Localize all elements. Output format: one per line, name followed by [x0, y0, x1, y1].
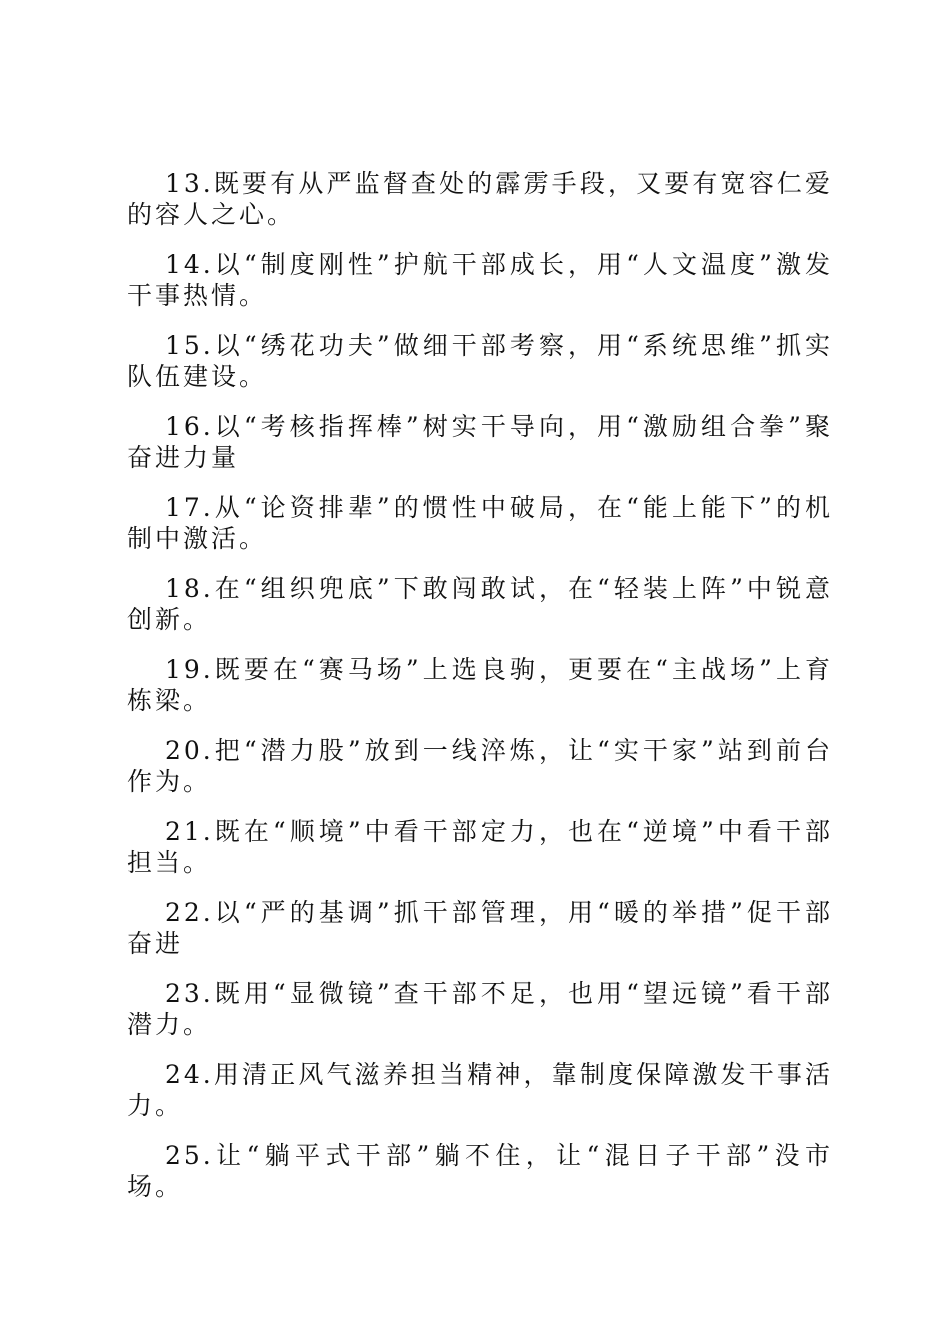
- list-item: 18.在“组织兜底”下敢闯敢试，在“轻装上阵”中锐意创新。: [127, 574, 833, 634]
- list-item: 19.既要在“赛马场”上选良驹，更要在“主战场”上育栋梁。: [127, 655, 833, 715]
- list-item: 13.既要有从严监督查处的霹雳手段，又要有宽容仁爱的容人之心。: [127, 169, 833, 229]
- list-item: 22.以“严的基调”抓干部管理，用“暖的举措”促干部奋进: [127, 898, 833, 958]
- list-item: 17.从“论资排辈”的惯性中破局，在“能上能下”的机制中激活。: [127, 493, 833, 553]
- list-item: 16.以“考核指挥棒”树实干导向，用“激励组合拳”聚奋进力量: [127, 412, 833, 472]
- list-item: 21.既在“顺境”中看干部定力，也在“逆境”中看干部担当。: [127, 817, 833, 877]
- document-body: [127, 168, 833, 1221]
- list-item: 15.以“绣花功夫”做细干部考察，用“系统思维”抓实队伍建设。: [127, 331, 833, 391]
- list-item: 24.用清正风气滋养担当精神，靠制度保障激发干事活力。: [127, 1060, 833, 1120]
- list-item: 25.让“躺平式干部”躺不住，让“混日子干部”没市场。: [127, 1141, 833, 1201]
- list-item: 14.以“制度刚性”护航干部成长，用“人文温度”激发干事热情。: [127, 250, 833, 310]
- list-item: 23.既用“显微镜”查干部不足，也用“望远镜”看干部潜力。: [127, 979, 833, 1039]
- list-item: 20.把“潜力股”放到一线淬炼，让“实干家”站到前台作为。: [127, 736, 833, 796]
